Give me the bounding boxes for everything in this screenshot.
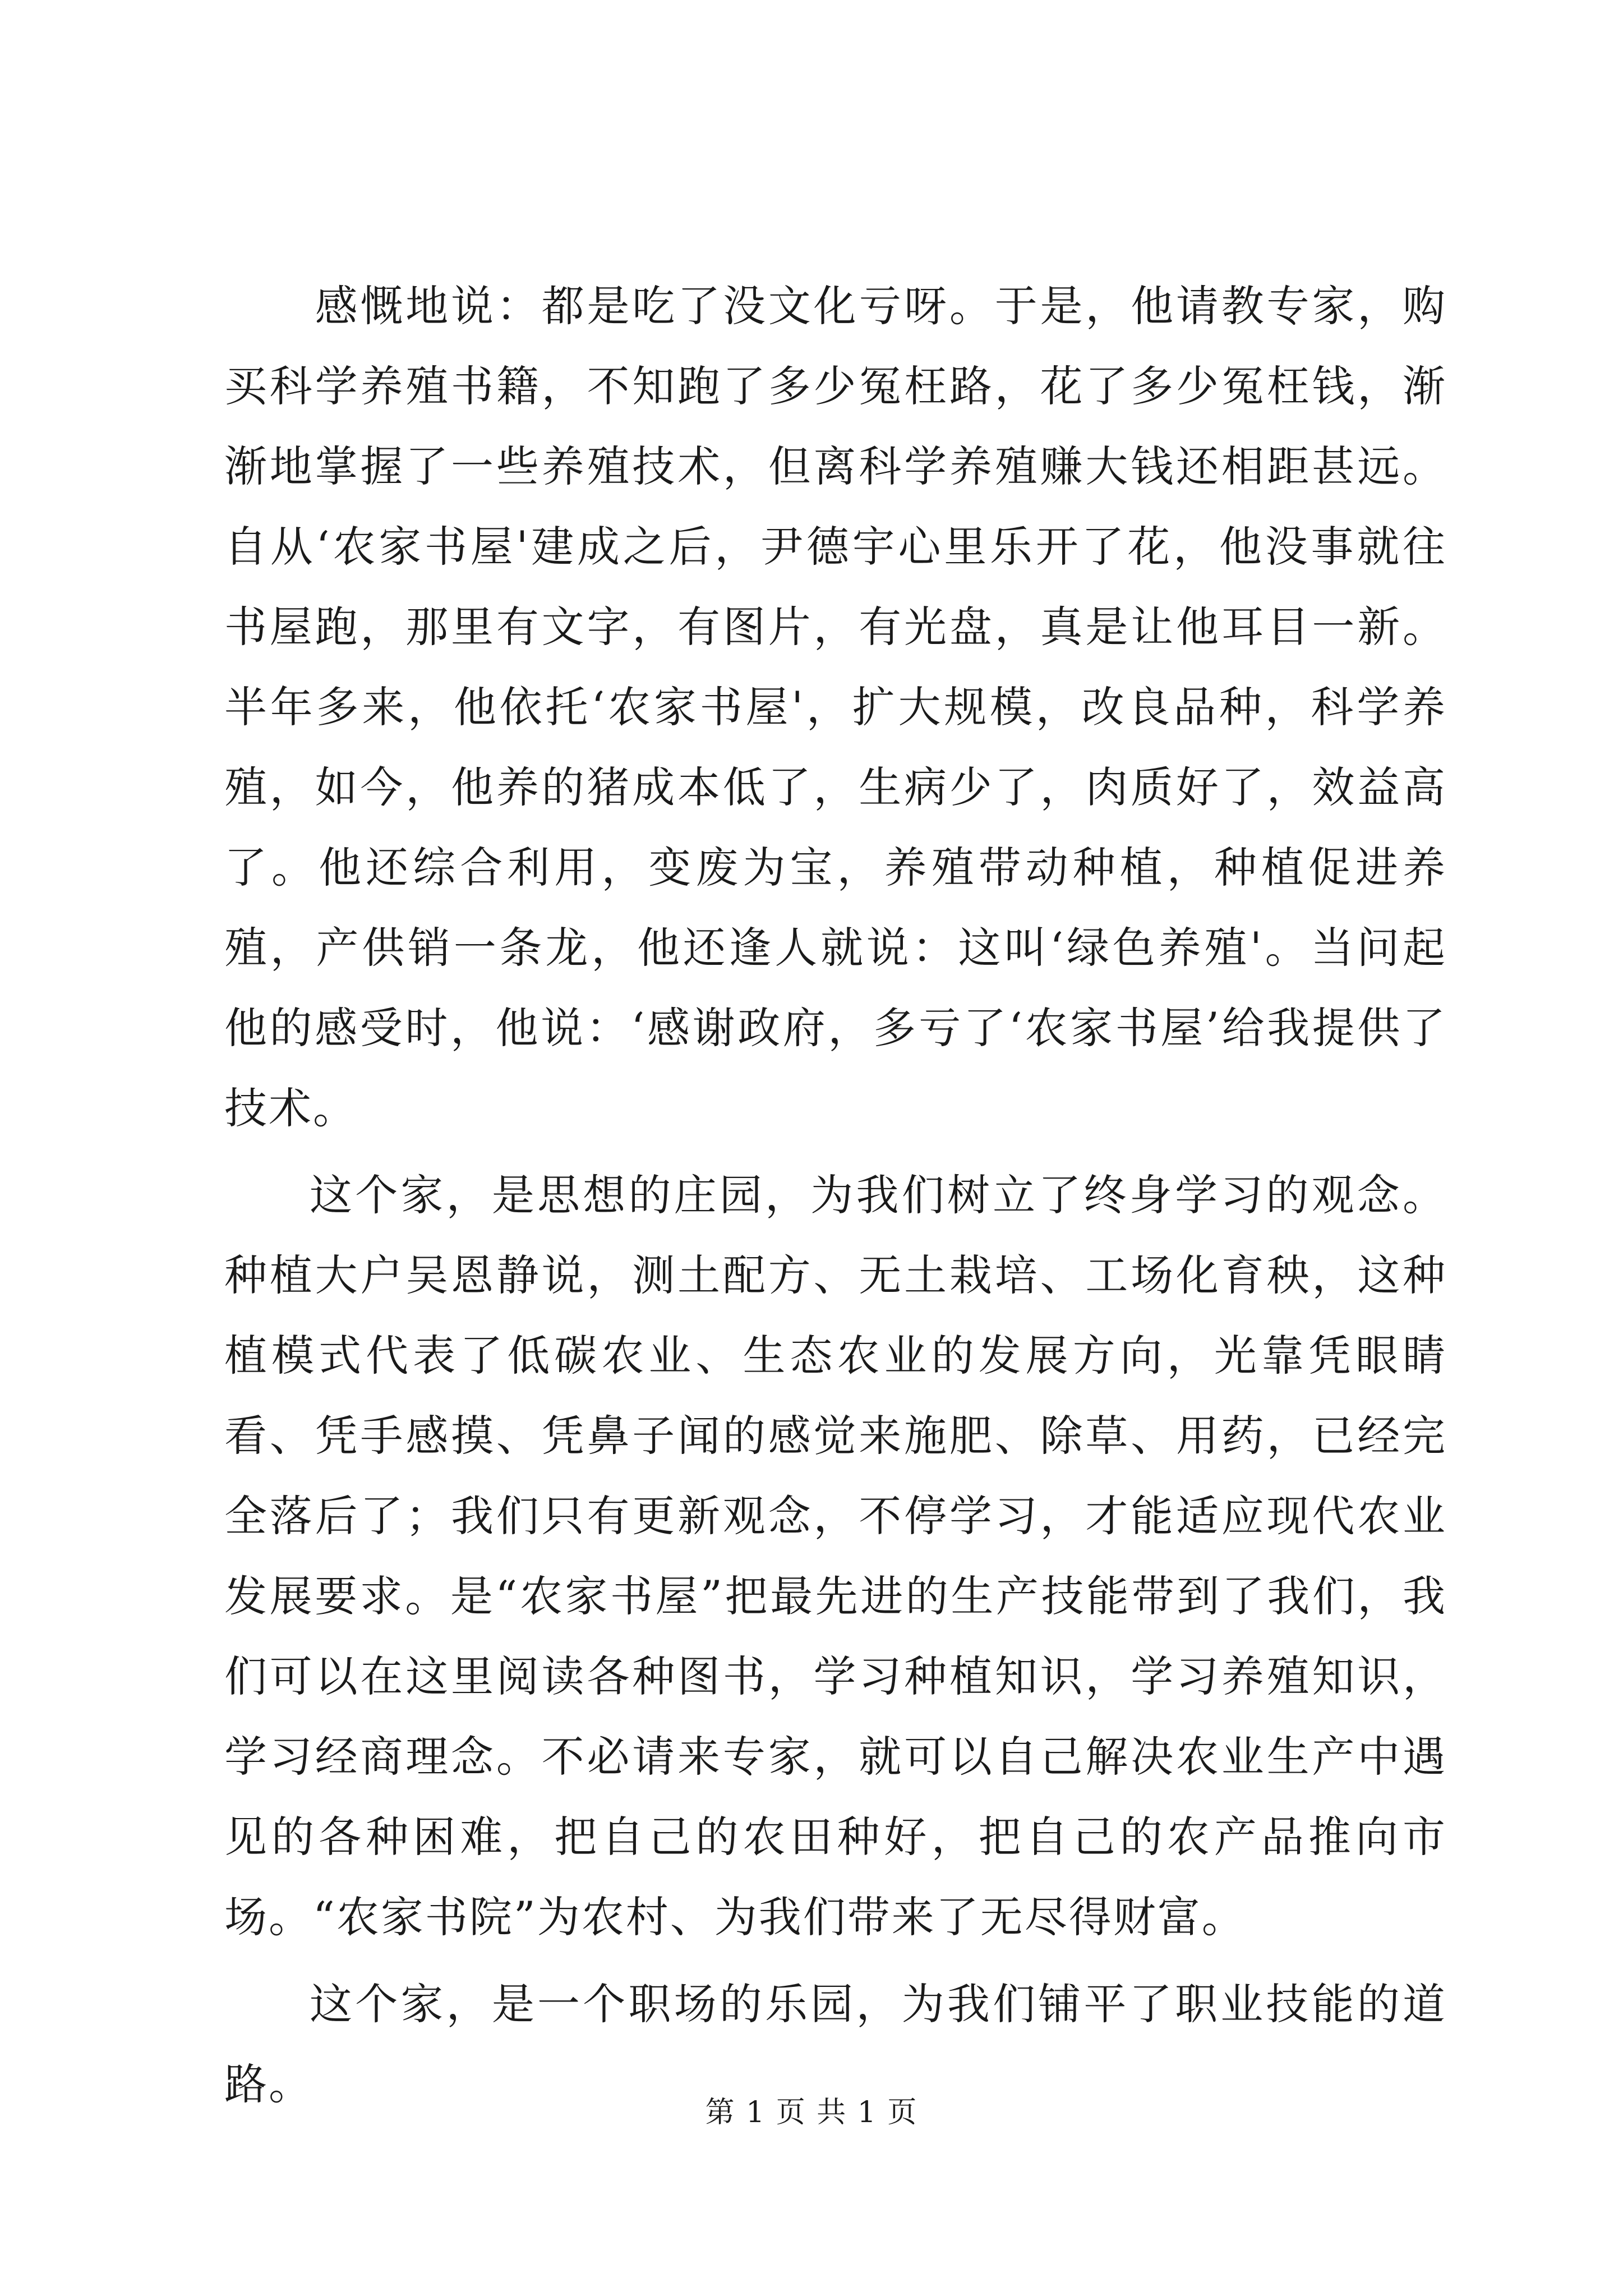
- document-body: [224, 266, 1447, 2124]
- paragraph-2: 这个家，是思想的庄园，为我们树立了终身学习的观念。种植大户吴恩静说，测土配方、无土栽培、工场化育秧，这种植模式代表了低碳农业、生态农业的发展方向，光靠凭眼睛看、凭手感摸、凭鼻子闻的感觉来施肥、除草、用药，已经完全落后了；我们只有更新观念，不停学习，才能适应现代农业发展要求。是“农家书屋”把最先进的生产技能带到了我们，我们可以在这里阅读各种图书，学习种植知识，学习养殖知识，学习经商理念。不必请来专家，就可以自己解决农业生产中遇见的各种困难，把自己的农田种好，把自己的农产品推向市场。“农家书院”为农村、为我们带来了无尽得财富。: [224, 1170, 1447, 1942]
- paragraph-1: 感慨地说：都是吃了没文化亏呀。于是，他请教专家，购买科学养殖书籍，不知跑了多少冤枉路，花了多少冤枉钱，渐渐地掌握了一些养殖技术，但离科学养殖赚大钱还相距甚远。自从‘农家书屋'建成之后，尹德宇心里乐开了花，他没事就往书屋跑，那里有文字，有图片，有光盘，真是让他耳目一新。半年多来，他依托‘农家书屋'，扩大规模，改良品种，科学养殖，如今，他养的猪成本低了，生病少了，肉质好了，效益高了。他还综合利用，变废为宝，养殖带动种植，种植促进养殖，产供销一条龙，他还逢人就说：这叫‘绿色养殖'。当问起他的感受时，他说：‘感谢政府，多亏了‘农家书屋’给我提供了技术。: [224, 281, 1447, 1133]
- page-footer: 第 1 页 共 1 页: [705, 2096, 918, 2129]
- paragraph-3: 这个家，是一个职场的乐园，为我们铺平了职业技能的道路。: [224, 1979, 1447, 2109]
